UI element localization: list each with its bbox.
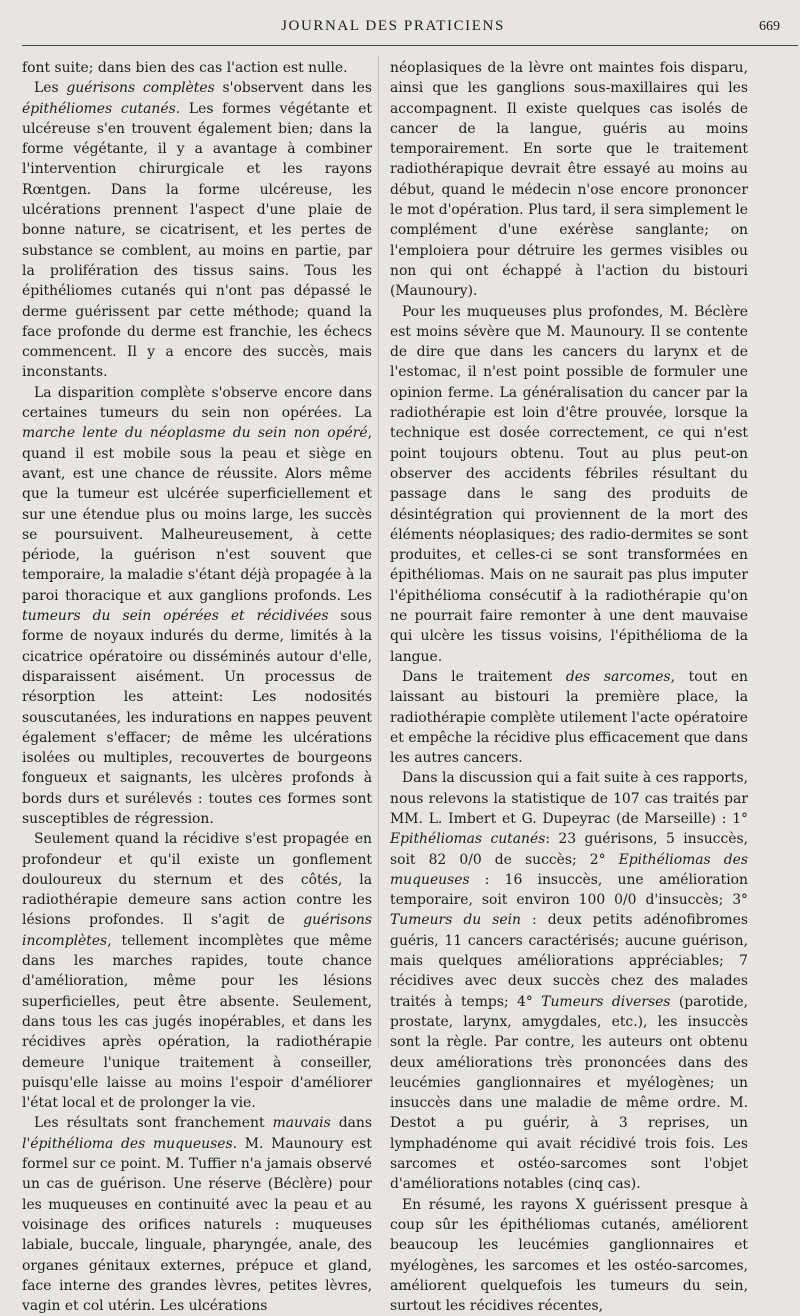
paragraph-lip-neoplasms: néoplasiques de la lèvre ont maintes fois disparu, ainsi que les ganglions sous-maxillaires qui les accompagnent. Il existe quelques cas isolés de cancer de la langue, guéris au moins temporairement. En sorte que le traitement radiothérapique devrait être essayé au moins au début, quand le médecin n'ose encore prononcer le mot d'opération. Plus tard, il sera simplement le complément d'une exérèse sanglante; on l'emploiera pour détruire les germes visibles ou non qui ont échappé à l'action du bistouri (Maunoury). (390, 60, 748, 300)
paragraph-statistics: Dans la discussion qui a fait suite à ces rapports, nous relevons la statistique de 107 cas traités par MM. L. Imbert et G. Dupeyrac (de Marseille) : 1° Epithéliomas cutanés: 23 guérisons, 5 insuccès, soit 82 0/0 de succès; 2° Epithéliomas des muqueuses : 16 insuccès, une amélioration temporaire, soit environ 100 0/0 d'insuccès; 3° Tumeurs du sein : deux petits adénofibromes guéris, 11 cancers caractérisés; aucune guérison, mais quelques améliorations appréciables; 7 récidives avec deux succès chez des malades traités à temps; 4° Tumeurs diverses (parotide, prostate, larynx, amygdales, etc.), les insuccès sont la règle. Par contre, les auteurs ont obtenu deux améliorations très prononcées dans des leucémies ganglionnaires et myélogènes; un insuccès dans une maladie de même ordre. M. Destot a pu guérir, à 3 reprises, un lymphadénome qui avait récidivé trois fois. Les sarcomes et ostéo-sarcomes sont l'objet d'améliorations notables (cinq cas). (390, 770, 748, 1193)
paragraph-continued: font suite; dans bien des cas l'action est nulle. (22, 60, 348, 76)
page-number: 669 (759, 19, 780, 34)
paragraph-breast-tumors: La disparition complète s'observe encore dans certaines tumeurs du sein non opérées. La marche lente du néoplasme du sein non opéré, quand il est mobile sous la peau et siège en avant, est une chance de réussite. Alors même que la tumeur est ulcérée superficiellement et sur une étendue plus ou moins large, les succès se poursuivent. Malheureusement, à cette période, la guérison n'est souvent que temporaire, la maladie s'étant déjà propagée à la paroi thoracique et aux ganglions profonds. Les tumeurs du sein opérées et récidivées sous forme de noyaux indurés du derme, limités à la cicatrice opératoire ou disséminés autour d'elle, disparaissent aisément. Un processus de résorption les atteint: Les nodosités souscutanées, les indurations en nappes peuvent également s'effacer; de même les ulcérations isolées ou multiples, recouvertes de bourgeons fongueux et saignants, les ulcères profonds à bords durs et surélevés : toutes ces formes sont susceptibles de régression. (22, 384, 373, 827)
left-column (22, 58, 372, 1316)
paragraph-mucosa-results: Les résultats sont franchement mauvais dans l'épithélioma des muqueuses. M. Maunoury est formel sur ce point. M. Tuffier n'a jamais observé un cas de guérison. Une réserve (Béclère) pour les muqueuses en continuité avec la peau et au voisinage des orifices naturels : muqueuses labiale, buccale, linguale, pharyngée, anale, des organes génitaux externes, prépuce et gland, face interne des grandes lèvres, petites lèvres, vagin et col utérin. Les ulcérations (22, 1115, 372, 1315)
header-rule (22, 45, 798, 46)
paragraph-sarcomas: Dans le traitement des sarcomes, tout en laissant au bistouri la première place, la radiothérapie complète utilement l'acte opératoire et empêche la récidive plus efficacement que dans les autres cancers. (390, 668, 749, 767)
column-gutter (378, 56, 379, 1048)
running-title: JOURNAL DES PRATICIENS (281, 18, 505, 34)
paragraph-summary: En résumé, les rayons X guérissent presque à coup sûr les épithéliomas cutanés, améliorent beaucoup les leucémies ganglionnaires et myélogènes, les sarcomes et les ostéo-sarcomes, améliorent quelquefois les tumeurs du sein, surtout les récidives récentes, (390, 1196, 748, 1315)
paragraph-complete-cures: Les guérisons complètes s'observent dans les épithéliomes cutanés. Les formes végétante et ulcéreuse s'en trouvent également bien; dans la forme végétante, il y a avantage à combiner l'intervention chirurgicale et les rayons Rœntgen. Dans la forme ulcéreuse, les ulcérations prennent l'aspect d'une plaie de bonne nature, se cicatrisent, et les pertes de substance se comblent, au moins en partie, par la prolifération des tissus sains. Tous les épithéliomes cutanés qui n'ont pas dépassé le derme guérissent par cette méthode; quand la face profonde du derme est franchie, les échecs commencent. Il y a encore des succès, mais inconstants. (22, 80, 372, 381)
page-header (22, 18, 800, 42)
paragraph-incomplete-cures: Seulement quand la récidive s'est propagée en profondeur et qu'il existe un gonflement douloureux du sternum et des côtés, la radiothérapie demeure sans action contre les lésions profondes. Il s'agit de guérisons incomplètes, tellement incomplètes que même dans les marches rapides, toute chance d'amélioration, même pour les lésions superficielles, peut être absente. Seulement, dans tous les cas jugés inopérables, et dans les récidives après opération, la radiothérapie demeure l'unique traitement à conseiller, puisqu'elle laisse au moins l'espoir d'améliorer l'état local et de prolonger la vie. (22, 831, 372, 1112)
right-column (390, 58, 748, 1316)
paragraph-deep-mucosa: Pour les muqueuses plus profondes, M. Béclère est moins sévère que M. Maunoury. Il se contente de dire que dans les cancers du larynx et de l'estomac, il n'est point possible de formuler une opinion ferme. La généralisation du cancer par la radiothérapie est loin d'être prouvée, lorsque la technique est dosée correctement, ce qui n'est point toujours obtenu. Tout au plus peut-on observer des accidents fébriles résultant du passage dans le sang des produits de désintégration qui proviennent de la mort des éléments néoplasiques; des radio-dermites se sont produites, et celles-ci se sont transformées en épithéliomas. Mais on ne saurait pas plus imputer l'épithélioma consécutif à la radiothérapie qu'on ne pourrait faire remonter à une dent mauvaise qui ulcère les tissus voisins, l'épithélioma de la langue. (390, 303, 748, 665)
